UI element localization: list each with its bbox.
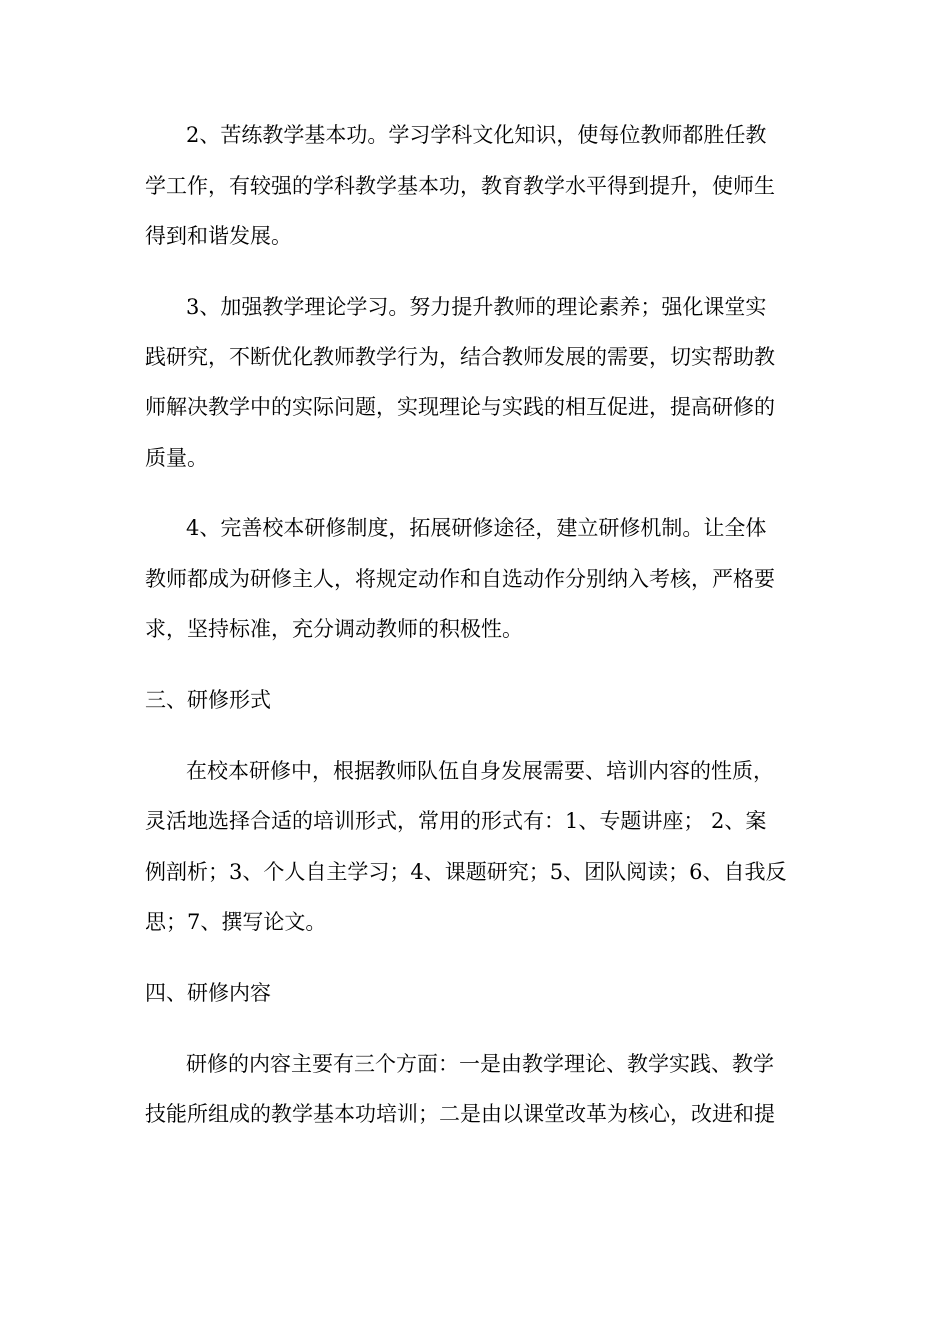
paragraph-forms-line-2: 灵活地选择合适的培训形式，常用的形式有：1、专题讲座； 2、案 [145,809,767,833]
paragraph-item-2-line-3: 得到和谐发展。 [145,224,292,248]
section-heading-forms: 三、研修形式 [145,688,271,712]
paragraph-item-2-line-1: 2、苦练教学基本功。学习学科文化知识，使每位教师都胜任教 [186,123,767,147]
paragraph-forms-line-4: 思；7、撰写论文。 [145,910,327,934]
paragraph-item-4-line-3: 求，坚持标准，充分调动教师的积极性。 [145,617,523,641]
paragraph-item-4-line-2: 教师都成为研修主人，将规定动作和自选动作分别纳入考核，严格要 [145,567,775,591]
paragraph-content-line-2: 技能所组成的教学基本功培训；二是由以课堂改革为核心，改进和提 [145,1102,775,1126]
paragraph-item-3-line-1: 3、加强教学理论学习。努力提升教师的理论素养；强化课堂实 [186,295,767,319]
paragraph-item-3-line-4: 质量。 [145,446,208,470]
paragraph-item-2-line-2: 学工作，有较强的学科教学基本功，教育教学水平得到提升，使师生 [145,174,775,198]
paragraph-item-3-line-2: 践研究，不断优化教师教学行为，结合教师发展的需要，切实帮助教 [145,345,775,369]
paragraph-content-line-1: 研修的内容主要有三个方面：一是由教学理论、教学实践、教学 [186,1052,774,1076]
paragraph-item-3-line-3: 师解决教学中的实际问题，实现理论与实践的相互促进，提高研修的 [145,395,775,419]
section-heading-content: 四、研修内容 [145,981,271,1005]
paragraph-forms-line-3: 例剖析；3、个人自主学习；4、课题研究；5、团队阅读；6、自我反 [145,860,787,884]
paragraph-item-4-line-1: 4、完善校本研修制度，拓展研修途径，建立研修机制。让全体 [186,516,767,540]
paragraph-forms-line-1: 在校本研修中，根据教师队伍自身发展需要、培训内容的性质， [186,759,774,783]
